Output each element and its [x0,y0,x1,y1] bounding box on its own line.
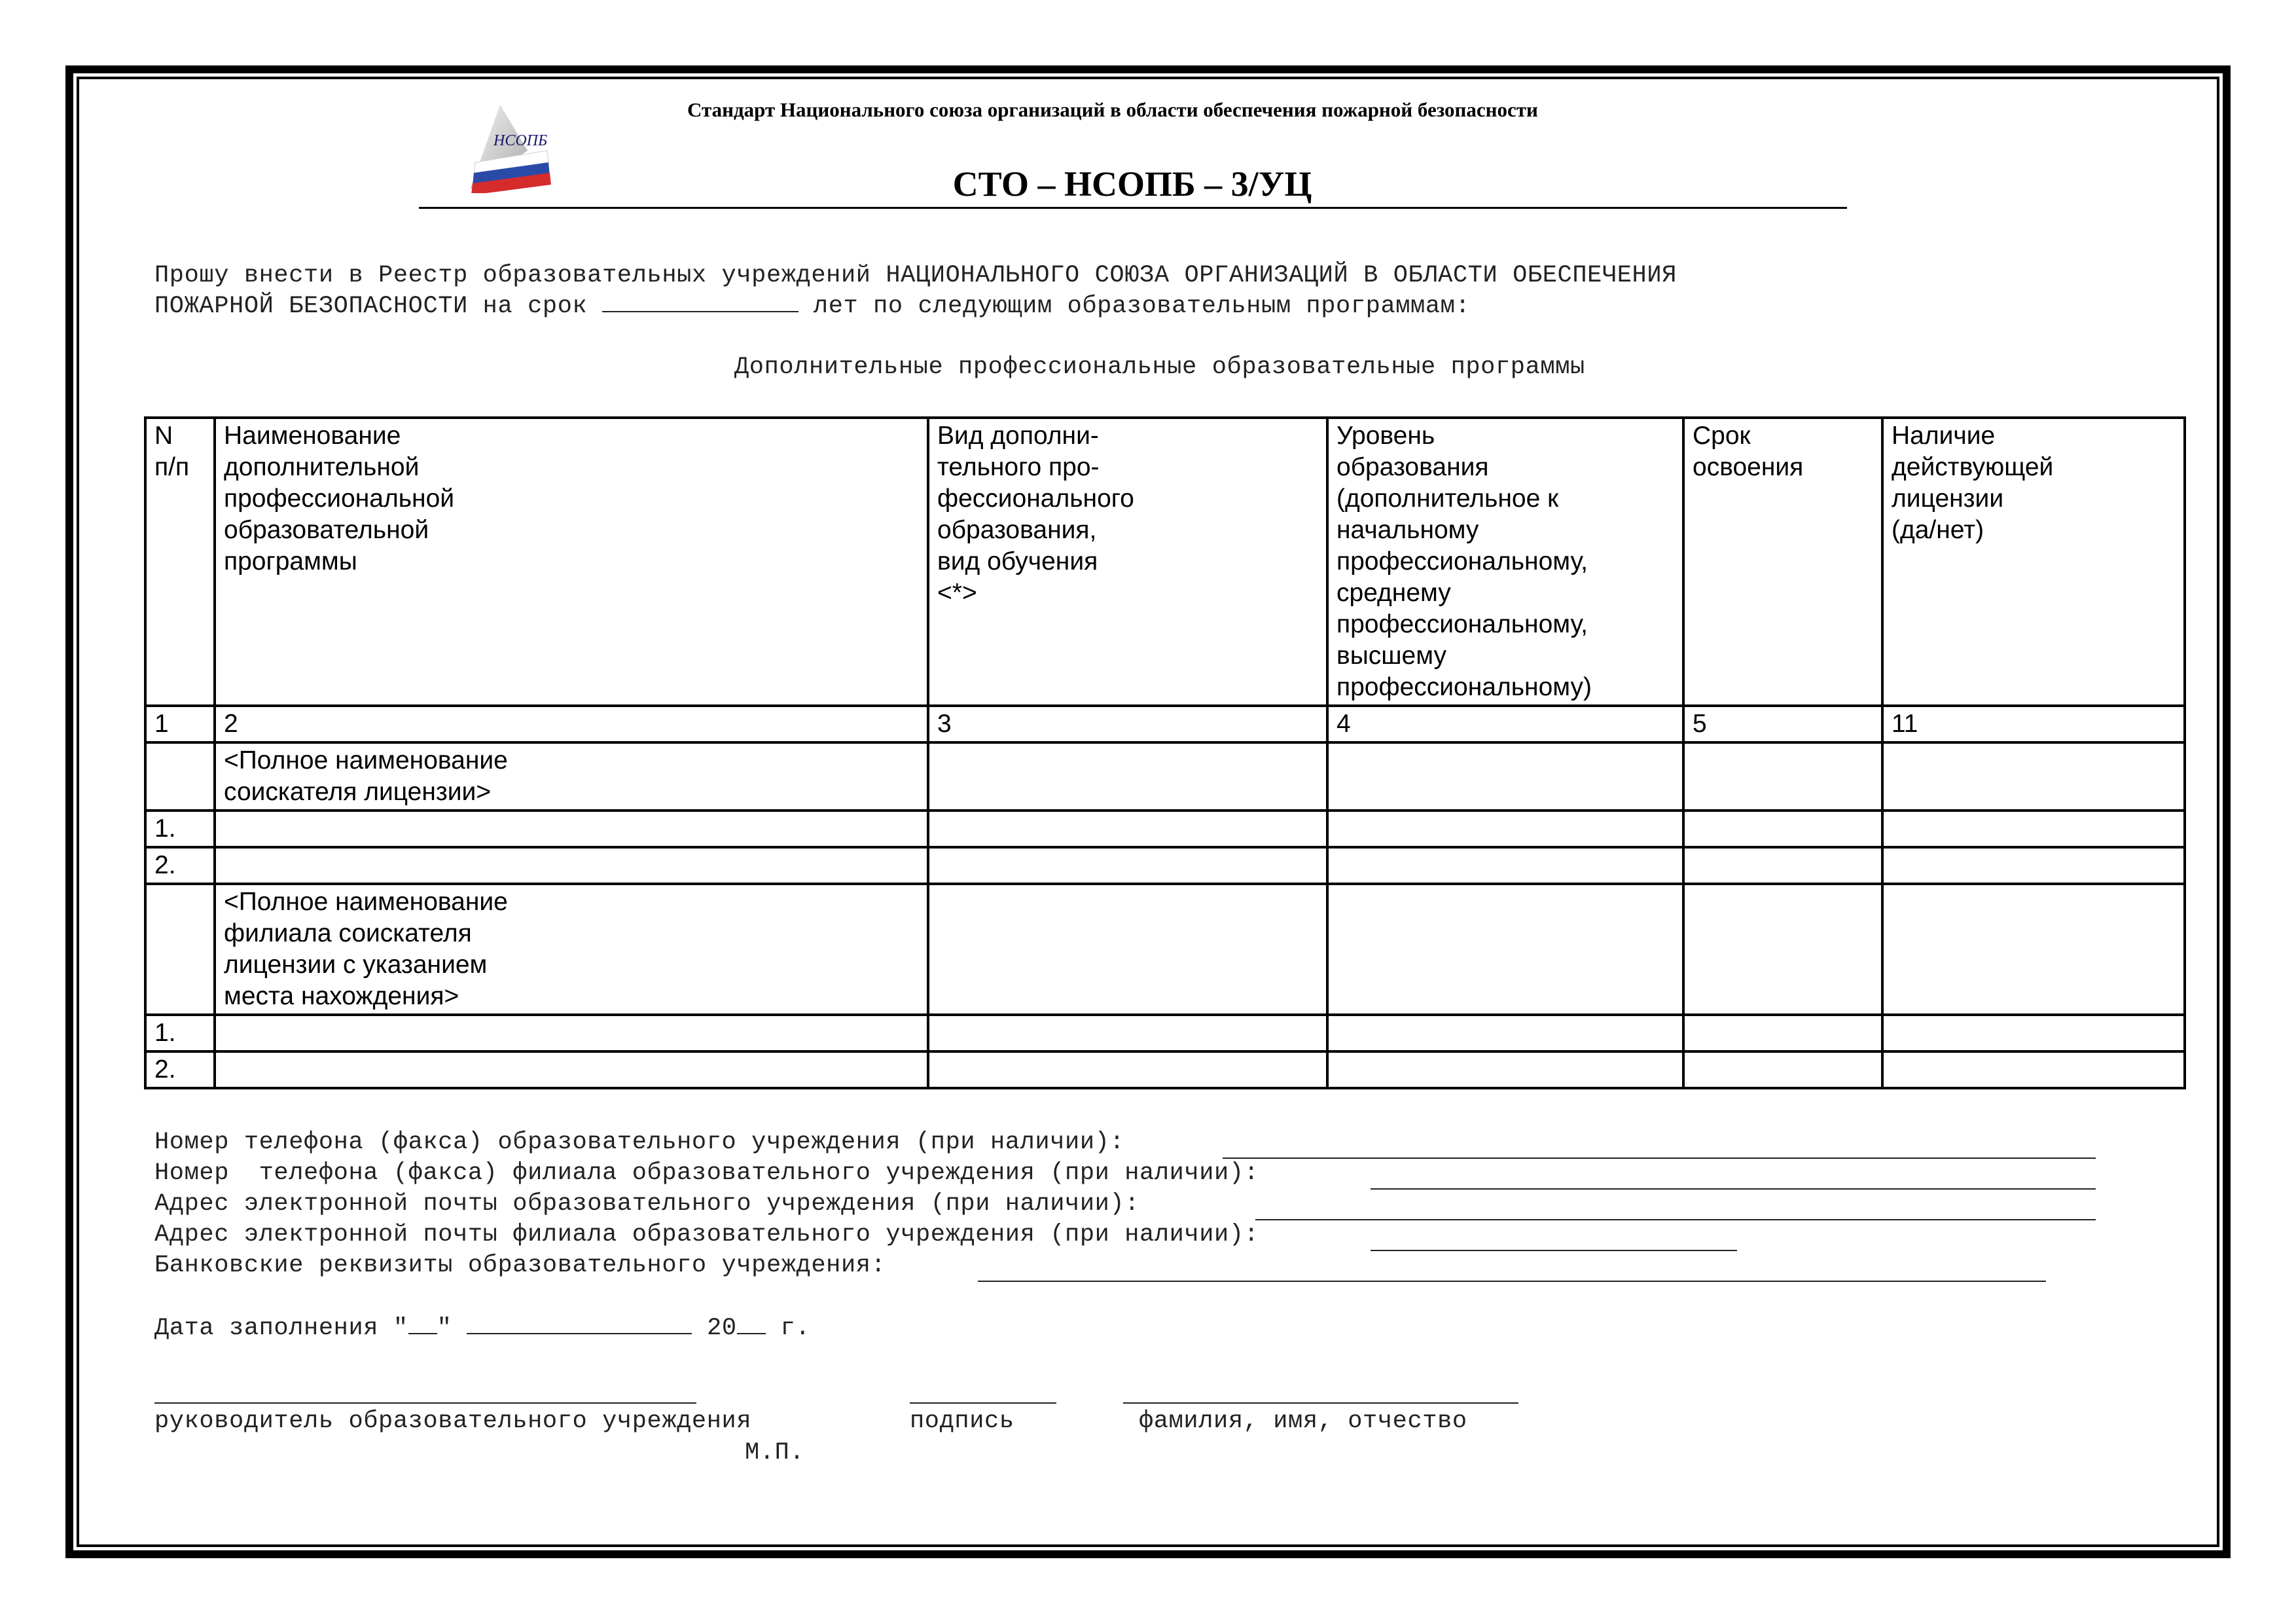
table-cell[interactable] [145,884,215,1015]
table-cell[interactable]: 1. [145,811,215,847]
table-cell[interactable] [1683,811,1882,847]
standard-code: СТО – НСОПБ – 3/УЦ [952,164,1312,204]
branch-phone-label: Номер телефона (факса) филиала образовательного учреждения (при наличии): [154,1159,1259,1187]
header-cell-number: N п/п [145,418,215,706]
table-cell[interactable]: <Полное наименование соискателя лицензии> [215,742,928,811]
table-header-row [145,418,2185,706]
column-number: 11 [1882,706,2185,742]
header-cell-duration: Срок освоения [1683,418,1882,706]
table-cell[interactable]: 1. [145,1015,215,1051]
head-caption: руководитель образовательного учреждения [154,1408,752,1435]
table-row [145,742,2185,811]
intro-line-2-start: ПОЖАРНОЙ БЕЗОПАСНОСТИ на срок [154,293,603,320]
organization-title: Стандарт Национального союза организаций в области обеспечения пожарной безопасности [687,98,1538,121]
bank-details-field[interactable] [978,1281,2046,1282]
table-cell[interactable] [1683,1051,1882,1088]
table-cell[interactable] [1882,847,2185,884]
table-cell[interactable] [215,811,928,847]
column-number: 4 [1327,706,1683,742]
table-cell[interactable] [1882,742,2185,811]
email-label: Адрес электронной почты образовательного учреждения (при наличии): [154,1190,1140,1218]
seal-caption: М.П. [745,1439,805,1467]
phone-field[interactable] [1223,1158,2096,1159]
quote-close: " [437,1315,467,1342]
header-cell-education-level: Уровень образования (дополнительное к начальному профессиональному, среднему профессиональному, высшему профессиональному) [1327,418,1683,706]
signature-line[interactable] [910,1402,1056,1404]
table-cell[interactable] [1327,1015,1683,1051]
header-rule [419,207,1847,209]
table-cell[interactable] [1882,1051,2185,1088]
table-numbering-row [145,706,2185,742]
table-cell[interactable] [1327,811,1683,847]
term-blank[interactable] [602,293,798,312]
fill-date [154,1315,810,1342]
day-blank[interactable] [408,1315,437,1334]
table-cell[interactable]: 2. [145,847,215,884]
head-signature-line[interactable] [154,1402,696,1404]
table-row [145,847,2185,884]
email-field[interactable] [1255,1219,2096,1220]
bank-label: Банковские реквизиты образовательного учреждения: [154,1252,886,1279]
column-number: 5 [1683,706,1882,742]
table-cell[interactable] [928,742,1327,811]
table-cell[interactable] [1327,1051,1683,1088]
branch-phone-field[interactable] [1371,1188,2096,1190]
table-cell[interactable] [1327,884,1683,1015]
table-cell[interactable] [1882,1015,2185,1051]
intro-line-2-end: лет по следующим образовательным программам: [798,293,1471,320]
table-cell[interactable] [1327,742,1683,811]
table-cell[interactable] [1683,742,1882,811]
table-cell[interactable] [215,1015,928,1051]
table-cell[interactable] [1683,1015,1882,1051]
column-number: 2 [215,706,928,742]
year-suffix: г. [765,1315,811,1342]
phone-label: Номер телефона (факса) образовательного учреждения (при наличии): [154,1129,1125,1156]
full-name-line[interactable] [1123,1402,1518,1404]
table-row [145,811,2185,847]
intro-line-1: Прошу внести в Реестр образовательных учреждений НАЦИОНАЛЬНОГО СОЮЗА ОРГАНИЗАЦИЙ В ОБЛАСТИ ОБЕСПЕЧЕНИЯ [154,262,1677,289]
table-cell[interactable] [1882,884,2185,1015]
table-cell[interactable] [1683,847,1882,884]
column-number: 1 [145,706,215,742]
programs-table [144,416,2186,1089]
logo-text: НСОПБ [493,132,548,149]
table-cell[interactable]: <Полное наименование филиала соискателя лицензии с указанием места нахождения> [215,884,928,1015]
column-number: 3 [928,706,1327,742]
table-cell[interactable] [1327,847,1683,884]
table-cell[interactable] [928,811,1327,847]
table-row [145,1051,2185,1088]
table-cell[interactable] [215,847,928,884]
table-cell[interactable] [928,1015,1327,1051]
year-prefix: 20 [692,1315,737,1342]
table-cell[interactable]: 2. [145,1051,215,1088]
header-cell-program-name: Наименование дополнительной профессиональной образовательной программы [215,418,928,706]
table-cell[interactable] [145,742,215,811]
signature-caption: подпись [910,1408,1014,1435]
table-cell[interactable] [928,884,1327,1015]
fill-date-label: Дата заполнения " [154,1315,408,1342]
table-cell[interactable] [1683,884,1882,1015]
table-row [145,884,2185,1015]
branch-email-field[interactable] [1371,1250,1737,1251]
branch-email-label: Адрес электронной почты филиала образовательного учреждения (при наличии): [154,1221,1259,1249]
programs-title: Дополнительные профессиональные образовательные программы [734,354,1585,381]
table-cell[interactable] [928,1051,1327,1088]
month-blank[interactable] [467,1315,692,1334]
full-name-caption: фамилия, имя, отчество [1139,1408,1467,1435]
year-blank[interactable] [737,1315,766,1334]
header-cell-education-type: Вид дополни- тельного про- фессионального образования, вид обучения <*> [928,418,1327,706]
table-cell[interactable] [1882,811,2185,847]
table-cell[interactable] [215,1051,928,1088]
intro-line-2 [154,293,1470,320]
table-cell[interactable] [928,847,1327,884]
table-row [145,1015,2185,1051]
header-cell-license: Наличие действующей лицензии (да/нет) [1882,418,2185,706]
